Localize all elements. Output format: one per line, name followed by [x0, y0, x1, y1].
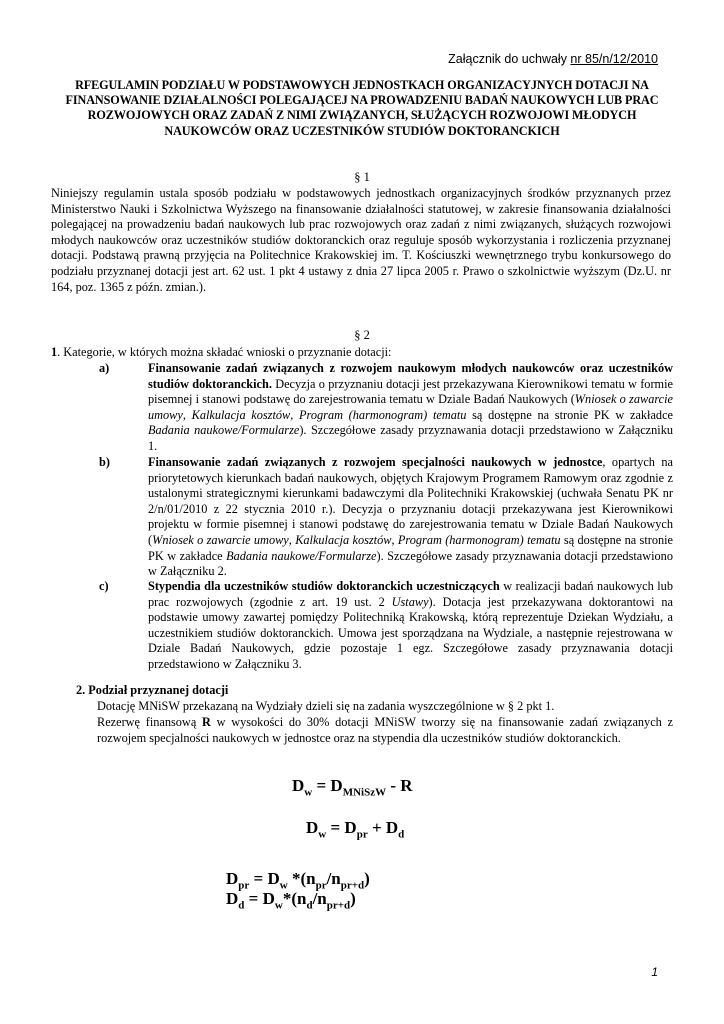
item-b-form-2: Kalkulacja kosztów [295, 532, 392, 547]
item-c-label: c) [99, 579, 109, 593]
item-a-title: Finansowanie zadań związanych z rozwojem naukowym młodych naukowców oraz uczestników studiów doktoranckich. [148, 361, 673, 391]
item-c-text [148, 579, 673, 673]
formula-part: + D [367, 818, 399, 837]
attachment-prefix: Załącznik do uchwały [448, 52, 571, 66]
reserve-text-b: w wysokości do 30% dotacji MNiSW tworzy się na finansowanie zadań związanych z rozwojem specjalności naukowych w jednostce oraz na stypendia dla uczestników studiów doktoranckich. [97, 715, 673, 745]
section-1-heading: § 1 [354, 170, 370, 184]
formula-part: w [274, 899, 283, 912]
item-a-form-2: Kalkulacja kosztów [191, 407, 291, 422]
attachment-header [448, 52, 658, 66]
formula-part: /n [326, 869, 341, 888]
formula-part: D [292, 776, 305, 795]
formula-part: pr [356, 828, 368, 841]
formula-part: = D [312, 776, 343, 795]
item-b-sep-1: , [288, 532, 296, 547]
item-b-tab: Badania naukowe/Formularze [226, 548, 377, 563]
item-b-text [148, 455, 673, 580]
formula-part: D [226, 869, 239, 888]
item-a-sep-2: , [290, 407, 300, 422]
formula-part: d [306, 899, 313, 912]
formula-part: d [238, 899, 245, 912]
formula-part: d [398, 828, 405, 841]
formula-part: w [304, 786, 313, 799]
formula-part: /n [312, 889, 327, 908]
point-1-line [51, 345, 391, 360]
item-b-title: Finansowanie zadań związanych z rozwojem specjalności naukowych w jednostce [148, 455, 603, 469]
formula-part: MNiSzW [342, 786, 387, 799]
formula-part: ) [364, 869, 370, 888]
item-a-form-3: Program (harmonogram) tematu [299, 407, 467, 422]
formula-part: D [306, 818, 319, 837]
formula-part: pr+d [326, 899, 351, 912]
formula-dd [226, 889, 356, 911]
formula-part: = D [326, 818, 357, 837]
item-c-body-2: ). Dotacja jest przekazywana doktorantowi na podstawie umowy zawartej pomiędzy Politechniką Krakowską, którą reprezentuje Dziekan Wydziału, a uczestnikiem studiów doktoranckich. Umowa jest sporządzana na Wydziale, a następnie rejestrowana w Dziale Badań Naukowych, gdzie pozostaje 1 egz. Szczegółowe zasady przyznawania dotacji przedstawiono w Załączniku 3. [148, 594, 673, 671]
item-b-form-1: Wniosek o zawarcie umowy [152, 532, 289, 547]
formula-part: pr+d [340, 879, 365, 892]
formula-part: ) [350, 889, 356, 908]
formula-part: - R [386, 776, 413, 795]
document-title: RFEGULAMIN PODZIAŁU W PODSTAWOWYCH JEDNOSTKACH ORGANIZACYJNYCH DOTACJI NA FINANSOWANIE DZIAŁALNOŚCI POLEGAJĄCEJ NA PROWADZENIU BADAŃ NAUKOWYCH LUB PRAC ROZWOJOWYCH ORAZ ZADAŃ Z NIMI ZWIĄZANYCH, SŁUŻĄCYCH ROZWOJOWI MŁODYCH NAUKOWCÓW ORAZ UCZESTNIKÓW STUDIÓW DOKTORANCKICH [65, 78, 659, 138]
item-a-body: Decyzja o przyznaniu dotacji jest przekazywana Kierownikowi tematu w formie pisemnej i stanowi podstawę do zarejestrowania tematu w Dziale Badań Naukowych ( [148, 376, 673, 407]
formula-part: pr [315, 879, 327, 892]
formula-part: = D [249, 869, 280, 888]
formula-dw-total [292, 776, 413, 798]
formula-part: = D [244, 889, 275, 908]
item-a-tab: Badania naukowe/Formularze [148, 423, 300, 438]
formula-part: w [318, 828, 327, 841]
item-a-sep-1: , [182, 407, 192, 422]
item-b-body: , opartych na priorytetowych kierunkach badań naukowych, objętych Krajowym Programem Ramowym oraz zgodnie z ustalonymi strategicznymi kierunkami badawczymi dla Politechniki Krakowskiej (uchwała Senatu PK nr 2/n/01/2010 z 22 stycznia 2010 r.). Decyzja o przyznaniu dotacji przekazywana jest Kierownikowi projektu w formie pisemnej i stanowi podstawę do zarejestrowania tematu w Dziale Badań Naukowych ( [148, 455, 674, 547]
item-b-body-2: są dostępne na stronie PK w zakładce [148, 532, 674, 563]
point-2-line-2 [97, 715, 673, 746]
section-1-text: Niniejszy regulamin ustala sposób podziału w podstawowych jednostkach organizacyjnych środków przyznanych przez Ministerstwo Nauki i Szkolnictwa Wyższego na finansowanie działalności statutowej, w zakresie finansowania działalności polegającej na prowadzeniu badań naukowych lub prac rozwojowych oraz zadań z nimi związanych, służących rozwojowi młodych naukowców oraz uczestników studiów doktoranckich oraz reguluje sposób wykorzystania i rozliczenia przyznanej dotacji. Podstawą prawną przyjęcia na Politechnice Krakowskiej im. T. Kościuszki wewnętrznego trybu konkursowego do podziału przyznanej dotacji jest art. 62 ust. 1 pkt 4 ustawy z dnia 27 lipca 2005 r. Prawo o szkolnictwie wyższym (Dz.U. nr 164, poz. 1365 z późn. zmian.). [51, 186, 671, 294]
reserve-text-a: Rezerwę finansową [97, 715, 202, 729]
item-c-body: w realizacji badań naukowych lub prac rozwojowych (zgodnie z art. 19 ust. 2 [148, 579, 673, 609]
point-2-line-1: Dotację MNiSW przekazaną na Wydziały dzieli się na zadania wyszczególnione w § 2 pkt 1. [97, 699, 555, 713]
formula-part: *(n [287, 869, 316, 888]
page-number: 1 [651, 965, 658, 979]
reserve-symbol: R [202, 715, 211, 729]
resolution-number: nr 85/n/12/2010 [570, 52, 658, 66]
item-b-body-3: ). Szczegółowe zasady przyznawania dotacji przedstawiono w Załączniku 2. [148, 548, 673, 579]
section-2-heading: § 2 [354, 328, 370, 342]
item-a-text [148, 361, 673, 455]
item-b-form-3: Program (harmonogram) tematu [397, 532, 561, 547]
item-c-law-ref: Ustawy [391, 594, 429, 609]
item-a-body-3: ). Szczegółowe zasady przyznawania dotacji przedstawiono w Załączniku 1. [148, 423, 673, 453]
formula-dw-split [306, 818, 404, 840]
item-c-title: Stypendia dla uczestników studiów doktoranckich uczestniczących [148, 579, 500, 593]
item-a-form-1: Wniosek o zawarcie umowy [148, 392, 673, 422]
point-1-number: 1 [51, 345, 58, 359]
item-b-label: b) [99, 455, 110, 469]
item-a-body-2: są dostępne na stronie PK w zakładce [466, 407, 673, 422]
point-1-text: . Kategorie, w których można składać wnioski o przyznanie dotacji: [57, 345, 392, 359]
formula-part: w [279, 879, 288, 892]
formula-part: *(n [282, 889, 307, 908]
point-2-title: 2. Podział przyznanej dotacji [76, 683, 229, 697]
item-a-label: a) [99, 361, 110, 375]
formula-part: pr [238, 879, 250, 892]
item-b-sep-2: , [391, 532, 398, 547]
formula-part: D [226, 889, 239, 908]
